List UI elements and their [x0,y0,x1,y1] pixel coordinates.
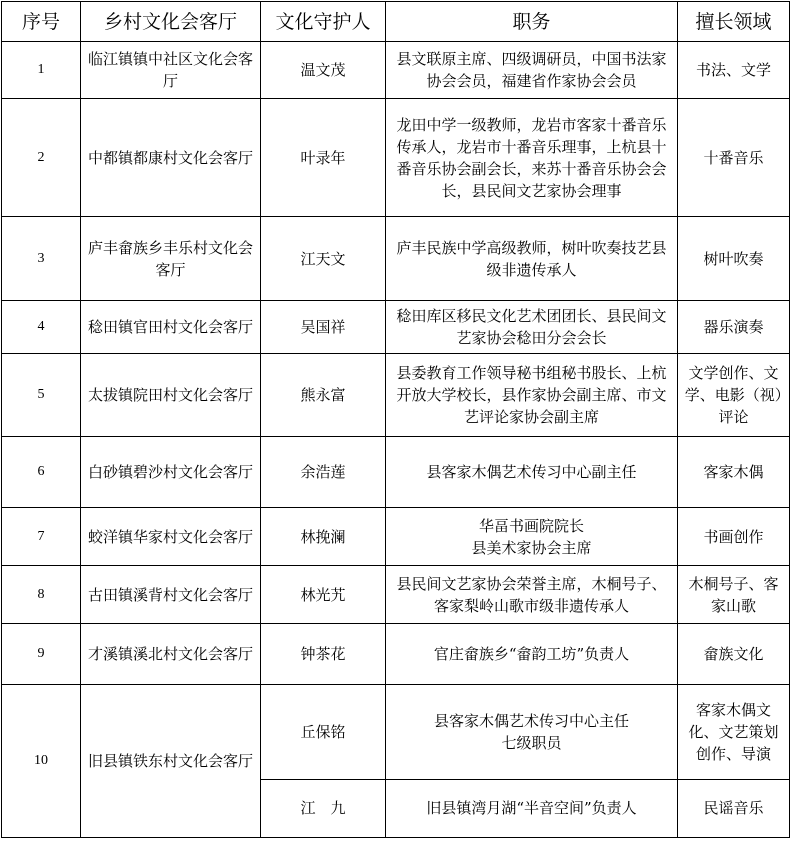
guardian-cell: 林挽澜 [261,508,386,566]
table-row [2,624,790,684]
venue-cell: 蛟洋镇华家村文化会客厅 [81,508,261,566]
title-cell: 县文联原主席、四级调研员，中国书法家协会会员，福建省作家协会会员 [386,42,678,99]
venue-cell: 太拔镇院田村文化会客厅 [81,353,261,436]
guardian-cell: 熊永富 [261,353,386,436]
venue-cell: 旧县镇铁东村文化会客厅 [81,684,261,837]
field-cell: 客家木偶文化、文艺策划创作、导演 [678,684,790,779]
header-title: 职务 [386,2,678,42]
title-cell: 县客家木偶艺术传习中心主任 七级职员 [386,684,678,779]
venue-cell: 才溪镇溪北村文化会客厅 [81,624,261,684]
row-number: 10 [2,684,81,837]
guardian-cell: 叶录年 [261,99,386,217]
row-number: 4 [2,300,81,353]
header-field: 擅长领域 [678,2,790,42]
table-row [2,217,790,300]
title-cell: 稔田库区移民文化艺术团团长、县民间文艺家协会稔田分会会长 [386,300,678,353]
row-number: 9 [2,624,81,684]
venue-cell: 中都镇都康村文化会客厅 [81,99,261,217]
title-cell: 华畐书画院院长 县美术家协会主席 [386,508,678,566]
title-cell: 县民间文艺家协会荣誉主席，木桐号子、客家梨岭山歌市级非遗传承人 [386,566,678,624]
table-row [2,353,790,436]
field-cell: 畲族文化 [678,624,790,684]
field-cell: 器乐演奏 [678,300,790,353]
venue-cell: 白砂镇碧沙村文化会客厅 [81,436,261,507]
guardian-cell: 钟茶花 [261,624,386,684]
header-guardian: 文化守护人 [261,2,386,42]
venue-cell: 稔田镇官田村文化会客厅 [81,300,261,353]
row-number: 8 [2,566,81,624]
table-row [2,566,790,624]
field-cell: 书画创作 [678,508,790,566]
row-number: 3 [2,217,81,300]
field-cell: 客家木偶 [678,436,790,507]
guardian-cell: 余浩莲 [261,436,386,507]
venue-cell: 临江镇镇中社区文化会客厅 [81,42,261,99]
title-cell: 庐丰民族中学高级教师，树叶吹奏技艺县级非遗传承人 [386,217,678,300]
row-number: 1 [2,42,81,99]
field-cell: 十番音乐 [678,99,790,217]
guardian-cell: 吴国祥 [261,300,386,353]
title-cell: 龙田中学一级教师，龙岩市客家十番音乐传承人，龙岩市十番音乐理事，上杭县十番音乐协会副会长，来苏十番音乐协会会长，县民间文艺家协会理事 [386,99,678,217]
header-row [2,2,790,42]
row-number: 6 [2,436,81,507]
header-venue: 乡村文化会客厅 [81,2,261,42]
guardian-cell: 江 九 [261,779,386,837]
field-cell: 树叶吹奏 [678,217,790,300]
field-cell: 木桐号子、客家山歌 [678,566,790,624]
header-no: 序号 [2,2,81,42]
field-cell: 书法、文学 [678,42,790,99]
title-cell: 旧县镇湾月湖“半音空间”负责人 [386,779,678,837]
row-number: 2 [2,99,81,217]
venue-cell: 庐丰畲族乡丰乐村文化会客厅 [81,217,261,300]
field-cell: 民谣音乐 [678,779,790,837]
table-row [2,508,790,566]
row-number: 7 [2,508,81,566]
guardian-cell: 林光艽 [261,566,386,624]
guardian-cell: 丘保铭 [261,684,386,779]
table-row [2,300,790,353]
title-cell: 县客家木偶艺术传习中心副主任 [386,436,678,507]
guardian-cell: 温文茂 [261,42,386,99]
title-cell: 县委教育工作领导秘书组秘书股长、上杭开放大学校长，县作家协会副主席、市文艺评论家协会副主席 [386,353,678,436]
row-number: 5 [2,353,81,436]
field-cell: 文学创作、文学、电影（视）评论 [678,353,790,436]
table-row [2,436,790,507]
guardian-cell: 江天文 [261,217,386,300]
table-row [2,42,790,99]
title-cell: 官庄畲族乡“畲韵工坊”负责人 [386,624,678,684]
guardian-table [1,1,790,838]
table-row [2,684,790,779]
table-row [2,99,790,217]
venue-cell: 古田镇溪背村文化会客厅 [81,566,261,624]
